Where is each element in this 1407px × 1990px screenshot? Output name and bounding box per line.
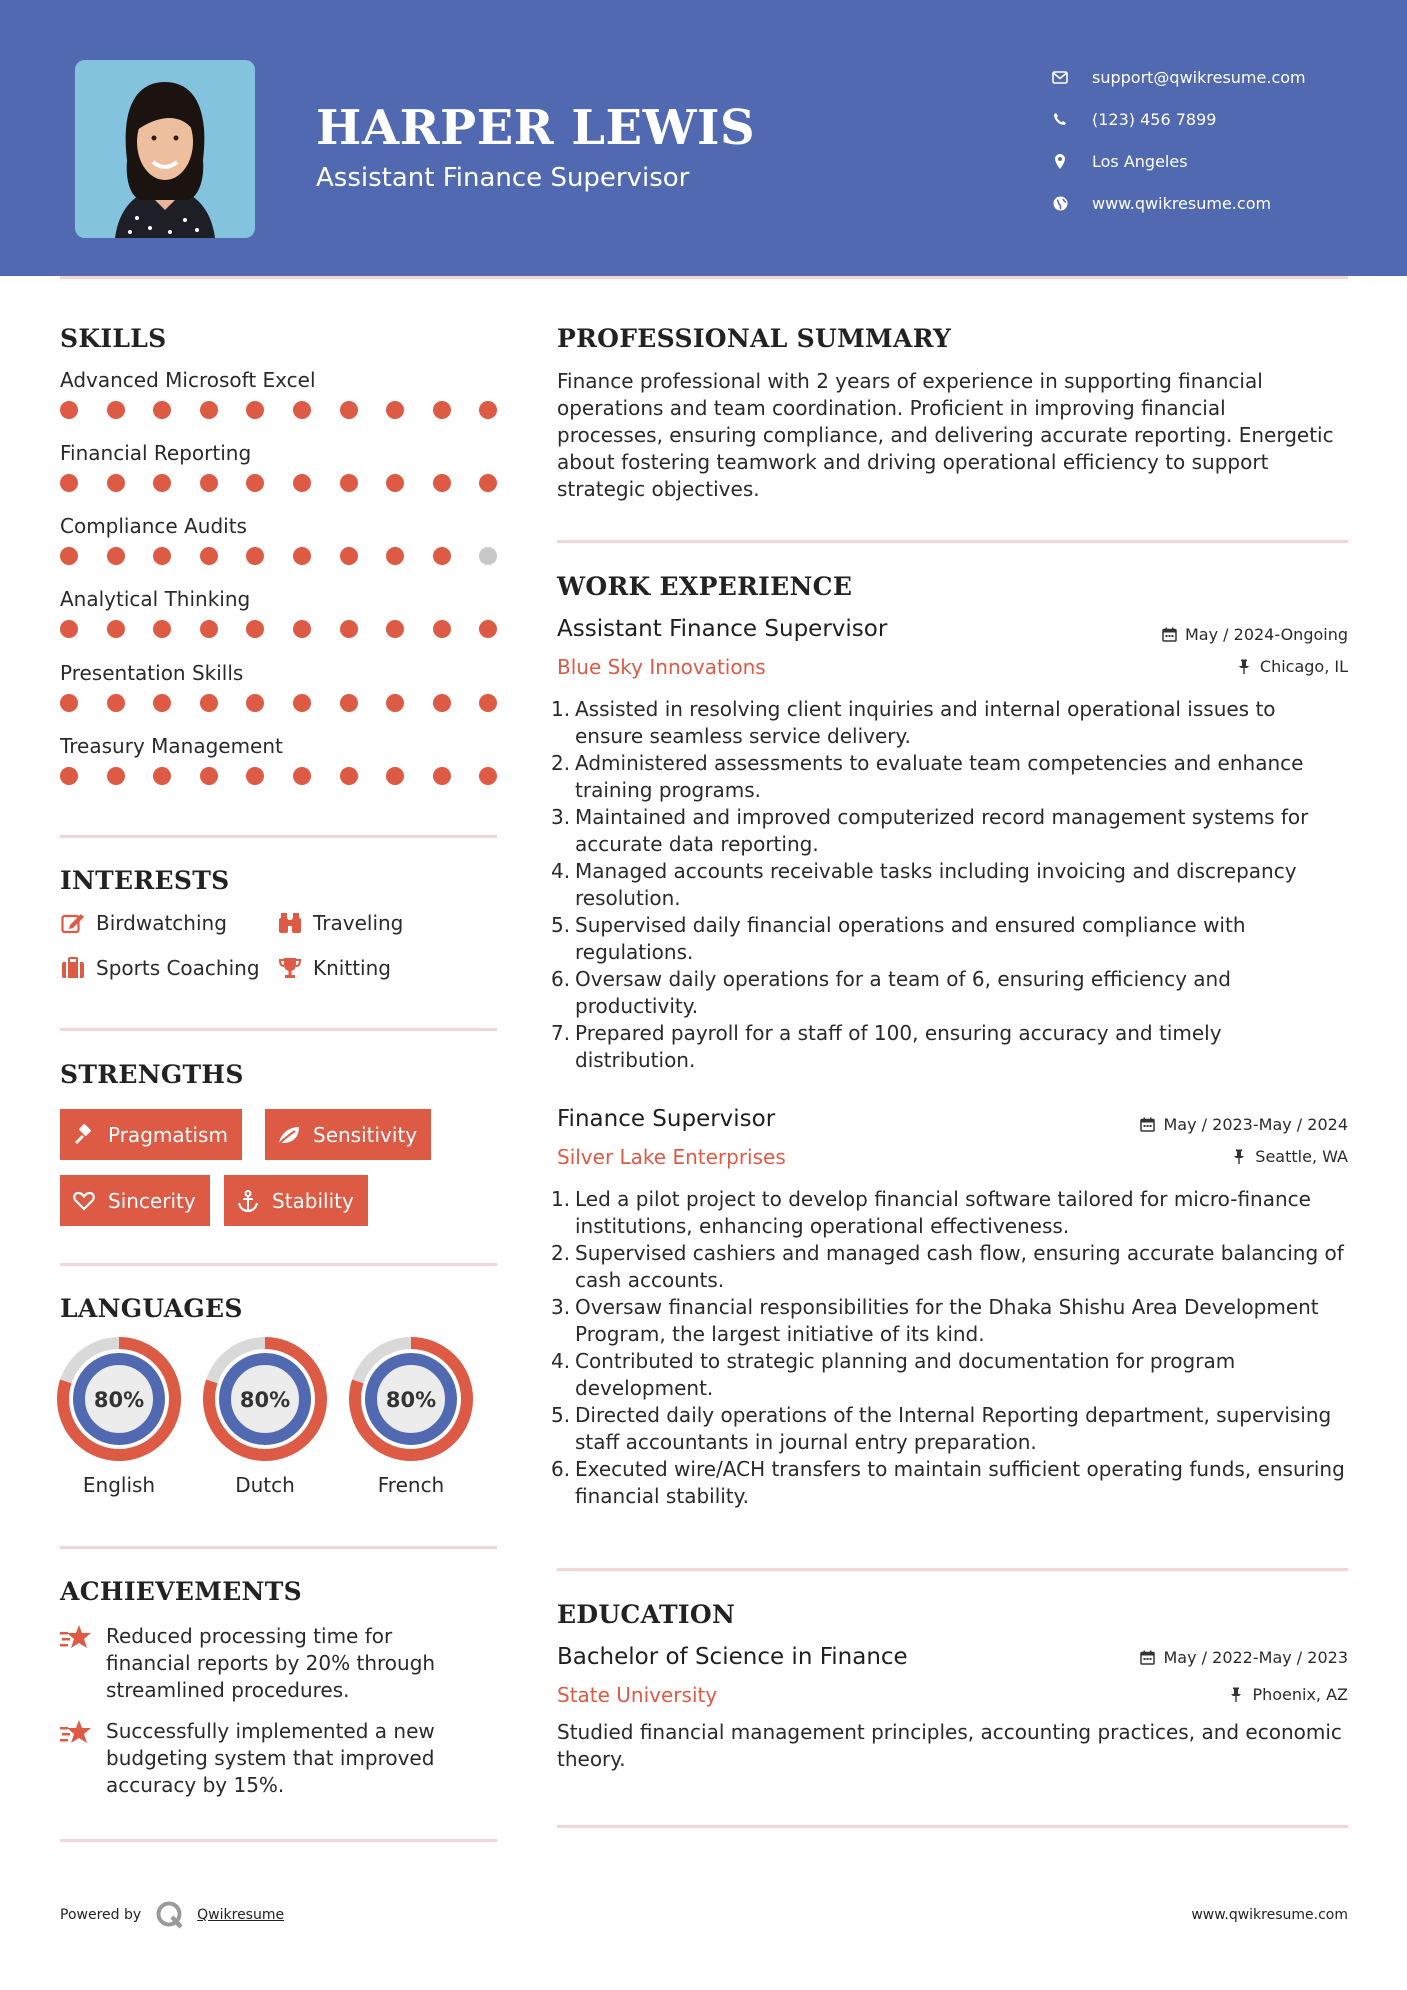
skill-dot [107, 547, 125, 565]
language-label: English [82, 1473, 156, 1497]
section-divider [60, 1546, 497, 1549]
candidate-title: Assistant Finance Supervisor [316, 163, 690, 193]
job-bullet-text: Executed wire/ACH transfers to maintain sufficient operating funds, ensuring financial stability. [575, 1457, 1345, 1508]
skill-dot [293, 474, 311, 492]
interests-heading: INTERESTS [60, 866, 230, 895]
achievement-text: Reduced processing time for financial reports by 20% through streamlined procedures. [106, 1624, 436, 1702]
job-bullet-text: Led a pilot project to develop financial software tailored for micro-finance institutions, enhancing operational effectiveness. [575, 1187, 1311, 1238]
job-location [1236, 657, 1348, 676]
contact-phone[interactable] [1050, 98, 1306, 140]
skill-dot [60, 474, 78, 492]
skill-dot [479, 547, 497, 565]
strength-label: Sincerity [108, 1188, 196, 1213]
skill-dot [479, 694, 497, 712]
job-bullet: 3. Oversaw financial responsibilities for the Dhaka Shishu Area Development Program, the largest initiative of its kind. [557, 1294, 1347, 1348]
skill-dot [293, 694, 311, 712]
skill-dot [246, 401, 264, 419]
achievements-heading: ACHIEVEMENTS [60, 1577, 302, 1606]
interest-item [60, 956, 260, 980]
skill-rating [60, 401, 500, 421]
skill-dot [200, 694, 218, 712]
skill-dot [340, 767, 358, 785]
section-divider [60, 1028, 497, 1031]
skill-row [60, 661, 500, 685]
summary-text: Finance professional with 2 years of experience in supporting financial operations and team coordination. Proficient in improving financial processes, ensuring compliance, and delivering accurate reporting. Energetic about fostering teamwork and driving operational efficiency to support strategic objectives. [557, 369, 1334, 501]
skill-dot [293, 620, 311, 638]
job-bullet-text: Maintained and improved computerized record management systems for accurate data reporting. [575, 805, 1309, 856]
job-bullet: 5. Directed daily operations of the Internal Reporting department, supervising staff accountants in journal entry preparation. [557, 1402, 1347, 1456]
skill-name: Presentation Skills [60, 661, 244, 685]
skill-dot [107, 694, 125, 712]
experience-heading: WORK EXPERIENCE [557, 572, 853, 601]
skill-dot [433, 620, 451, 638]
language-label: French [377, 1473, 445, 1497]
skill-dot [153, 767, 171, 785]
interest-label: Birdwatching [96, 911, 227, 935]
skill-dot [153, 474, 171, 492]
job-bullet: 6. Oversaw daily operations for a team of 6, ensuring efficiency and productivity. [557, 966, 1347, 1020]
skill-rating [60, 474, 500, 494]
skill-row [60, 734, 500, 758]
phone-icon [1050, 109, 1070, 129]
skill-dot [293, 401, 311, 419]
strength-chip [60, 1175, 210, 1226]
strength-label: Stability [272, 1188, 354, 1213]
skill-row [60, 441, 500, 465]
contact-phone-text: (123) 456 7899 [1092, 109, 1217, 129]
job-bullet-text: Oversaw financial responsibilities for the Dhaka Shishu Area Development Program, the largest initiative of its kind. [575, 1295, 1319, 1346]
strengths-heading: STRENGTHS [60, 1060, 244, 1089]
language-percent-label: 80% [385, 1388, 437, 1412]
skill-name: Financial Reporting [60, 441, 252, 465]
qwikresume-link[interactable]: Qwikresume [197, 1907, 285, 1923]
skill-dot [386, 694, 404, 712]
section-divider [60, 835, 497, 838]
job-bullet-text: Managed accounts receivable tasks including invoicing and discrepancy resolution. [575, 859, 1297, 910]
degree-title: Bachelor of Science in Finance [557, 1644, 908, 1670]
job-bullet-text: Administered assessments to evaluate team competencies and enhance training programs. [575, 751, 1304, 802]
job-bullet-list [551, 696, 1347, 1074]
footer-url[interactable]: www.qwikresume.com [1191, 1907, 1348, 1923]
job-dates [1140, 1115, 1349, 1134]
interest-item [60, 911, 227, 935]
profile-photo [75, 60, 255, 238]
skill-name: Treasury Management [60, 734, 283, 758]
powered-by-label: Powered by [60, 1907, 142, 1923]
contact-email-text: support@qwikresume.com [1092, 67, 1306, 87]
skill-dot [107, 401, 125, 419]
skill-dot [200, 547, 218, 565]
header-divider [60, 276, 1348, 279]
skill-dot [246, 694, 264, 712]
contact-email[interactable] [1050, 56, 1306, 98]
job-bullet-text: Supervised cashiers and managed cash flow, ensuring accurate balancing of cash accounts. [575, 1241, 1344, 1292]
education-dates-text: May / 2022-May / 2023 [1163, 1648, 1348, 1667]
skill-dot [153, 401, 171, 419]
job-bullet: 6. Executed wire/ACH transfers to maintain sufficient operating funds, ensuring financial stability. [557, 1456, 1347, 1510]
interest-item [277, 911, 403, 935]
skill-row [60, 587, 500, 611]
job-bullet-text: Supervised daily financial operations and ensured compliance with regulations. [575, 913, 1246, 964]
skill-dot [246, 474, 264, 492]
education-location [1228, 1685, 1348, 1704]
skill-dot [433, 547, 451, 565]
skill-dot [340, 474, 358, 492]
skill-name: Analytical Thinking [60, 587, 251, 611]
interest-item [277, 956, 391, 980]
skill-dot [340, 694, 358, 712]
skill-dot [60, 401, 78, 419]
skill-dot [433, 474, 451, 492]
skill-dot [479, 620, 497, 638]
contact-website[interactable] [1050, 182, 1306, 224]
skill-rating [60, 694, 500, 714]
section-divider [557, 540, 1348, 543]
language-ring-chart [57, 1337, 181, 1461]
interest-label: Sports Coaching [96, 956, 260, 980]
skill-dot [433, 694, 451, 712]
job-dates-text: May / 2024-Ongoing [1185, 625, 1348, 644]
trophy-icon [277, 956, 303, 980]
contact-location [1050, 140, 1306, 182]
languages-heading: LANGUAGES [60, 1294, 243, 1323]
gavel-icon [72, 1123, 96, 1147]
skill-dot [107, 767, 125, 785]
skill-dot [200, 401, 218, 419]
education-location-text: Phoenix, AZ [1252, 1685, 1348, 1704]
job-title: Finance Supervisor [557, 1106, 776, 1132]
job-bullet: 4. Contributed to strategic planning and documentation for program development. [557, 1348, 1347, 1402]
calendar-icon [1140, 1117, 1156, 1133]
job-location-text: Seattle, WA [1255, 1147, 1348, 1166]
skill-dot [200, 767, 218, 785]
skill-dot [60, 694, 78, 712]
language-item [349, 1337, 473, 1497]
skill-dot [386, 620, 404, 638]
strength-chip [60, 1109, 242, 1160]
language-ring-chart [203, 1337, 327, 1461]
language-label: Dutch [235, 1473, 295, 1497]
job-bullet-text: Contributed to strategic planning and documentation for program development. [575, 1349, 1236, 1400]
briefcase-icon [60, 956, 86, 980]
skill-dot [386, 474, 404, 492]
skill-row [60, 514, 500, 538]
strength-label: Sensitivity [313, 1122, 418, 1147]
language-item [203, 1337, 327, 1497]
globe-icon [1050, 193, 1070, 213]
contact-list [1050, 56, 1306, 224]
skill-name: Advanced Microsoft Excel [60, 368, 316, 392]
skill-dot [386, 547, 404, 565]
skill-dot [60, 767, 78, 785]
job-bullet: 1. Led a pilot project to develop financial software tailored for micro-finance institutions, enhancing operational effectiveness. [557, 1186, 1347, 1240]
pushpin-icon [1228, 1687, 1244, 1703]
skill-dot [153, 620, 171, 638]
job-company: Blue Sky Innovations [557, 655, 766, 679]
language-ring [57, 1337, 181, 1465]
skill-dot [386, 767, 404, 785]
summary-heading: PROFESSIONAL SUMMARY [557, 324, 952, 353]
section-divider [60, 1263, 497, 1266]
language-ring-chart [349, 1337, 473, 1461]
skill-rating [60, 620, 500, 640]
skill-dot [246, 620, 264, 638]
job-bullet-text: Oversaw daily operations for a team of 6, ensuring efficiency and productivity. [575, 967, 1231, 1018]
job-bullet: 4. Managed accounts receivable tasks including invoicing and discrepancy resolution. [557, 858, 1347, 912]
education-dates [1140, 1648, 1349, 1667]
skill-rating [60, 547, 500, 567]
skill-dot [107, 474, 125, 492]
skill-dot [340, 547, 358, 565]
contact-location-text: Los Angeles [1092, 151, 1188, 171]
contact-website-text: www.qwikresume.com [1092, 193, 1272, 213]
job-dates [1161, 625, 1348, 644]
heart-icon [72, 1189, 96, 1213]
pushpin-icon [1236, 659, 1252, 675]
achievement-text: Successfully implemented a new budgeting system that improved accuracy by 15%. [106, 1719, 435, 1797]
job-title: Assistant Finance Supervisor [557, 616, 888, 642]
section-divider [557, 1825, 1348, 1828]
language-percent-label: 80% [239, 1388, 291, 1412]
skill-dot [340, 620, 358, 638]
skill-dot [60, 547, 78, 565]
skill-dot [200, 620, 218, 638]
strength-label: Pragmatism [108, 1122, 228, 1147]
skill-dot [433, 767, 451, 785]
location-pin-icon [1050, 151, 1070, 171]
star-burst-icon [60, 1623, 92, 1651]
pencil-edit-icon [60, 911, 86, 935]
strength-chip [224, 1175, 368, 1226]
job-company: Silver Lake Enterprises [557, 1145, 786, 1169]
job-bullet: 5. Supervised daily financial operations and ensured compliance with regulations. [557, 912, 1347, 966]
job-location-text: Chicago, IL [1259, 657, 1348, 676]
job-bullet: 7. Prepared payroll for a staff of 100, ensuring accuracy and timely distribution. [557, 1020, 1347, 1074]
skill-dot [293, 547, 311, 565]
strength-chip [265, 1109, 431, 1160]
achievement-item [60, 1718, 480, 1799]
skill-dot [479, 474, 497, 492]
skill-dot [153, 694, 171, 712]
language-ring [203, 1337, 327, 1465]
candidate-name: HARPER LEWIS [316, 100, 756, 156]
skill-dot [60, 620, 78, 638]
section-divider [60, 1839, 497, 1842]
binoculars-icon [277, 911, 303, 935]
skill-dot [386, 401, 404, 419]
footer-branding [60, 1900, 284, 1930]
skill-dot [200, 474, 218, 492]
interest-label: Knitting [313, 956, 391, 980]
resume-header [0, 0, 1407, 276]
language-item [57, 1337, 181, 1497]
skill-dot [153, 547, 171, 565]
section-divider [557, 1568, 1348, 1571]
skill-dot [433, 401, 451, 419]
interest-label: Traveling [313, 911, 404, 935]
education-description: Studied financial management principles, accounting practices, and economic theory. [557, 1720, 1342, 1771]
qwikresume-logo-icon [155, 1900, 185, 1930]
anchor-icon [236, 1189, 260, 1213]
skill-dot [340, 401, 358, 419]
skills-heading: SKILLS [60, 324, 167, 353]
achievement-item [60, 1623, 480, 1704]
job-dates-text: May / 2023-May / 2024 [1163, 1115, 1348, 1134]
skill-dot [107, 620, 125, 638]
language-ring [349, 1337, 473, 1465]
leaf-icon [277, 1123, 301, 1147]
school-name: State University [557, 1683, 718, 1707]
job-location [1231, 1147, 1348, 1166]
skill-name: Compliance Audits [60, 514, 247, 538]
skill-dot [479, 767, 497, 785]
education-heading: EDUCATION [557, 1600, 736, 1629]
job-bullet-text: Assisted in resolving client inquiries and internal operational issues to ensure seamless service delivery. [575, 697, 1276, 748]
calendar-icon [1140, 1650, 1156, 1666]
job-bullet: 2. Supervised cashiers and managed cash flow, ensuring accurate balancing of cash accounts. [557, 1240, 1347, 1294]
job-bullet: 1. Assisted in resolving client inquiries and internal operational issues to ensure seamless service delivery. [557, 696, 1347, 750]
skill-row [60, 368, 500, 392]
skill-rating [60, 767, 500, 787]
calendar-icon [1161, 627, 1177, 643]
skill-dot [293, 767, 311, 785]
job-bullet-text: Prepared payroll for a staff of 100, ensuring accuracy and timely distribution. [575, 1021, 1222, 1072]
job-bullet: 3. Maintained and improved computerized record management systems for accurate data reporting. [557, 804, 1347, 858]
skill-dot [246, 767, 264, 785]
job-bullet-text: Directed daily operations of the Internal Reporting department, supervising staff accountants in journal entry preparation. [575, 1403, 1332, 1454]
language-percent-label: 80% [93, 1388, 145, 1412]
pushpin-icon [1231, 1149, 1247, 1165]
skill-dot [246, 547, 264, 565]
job-bullet: 2. Administered assessments to evaluate team competencies and enhance training programs. [557, 750, 1347, 804]
job-bullet-list [551, 1186, 1347, 1510]
star-burst-icon [60, 1718, 92, 1746]
envelope-icon [1050, 67, 1070, 87]
skill-dot [479, 401, 497, 419]
